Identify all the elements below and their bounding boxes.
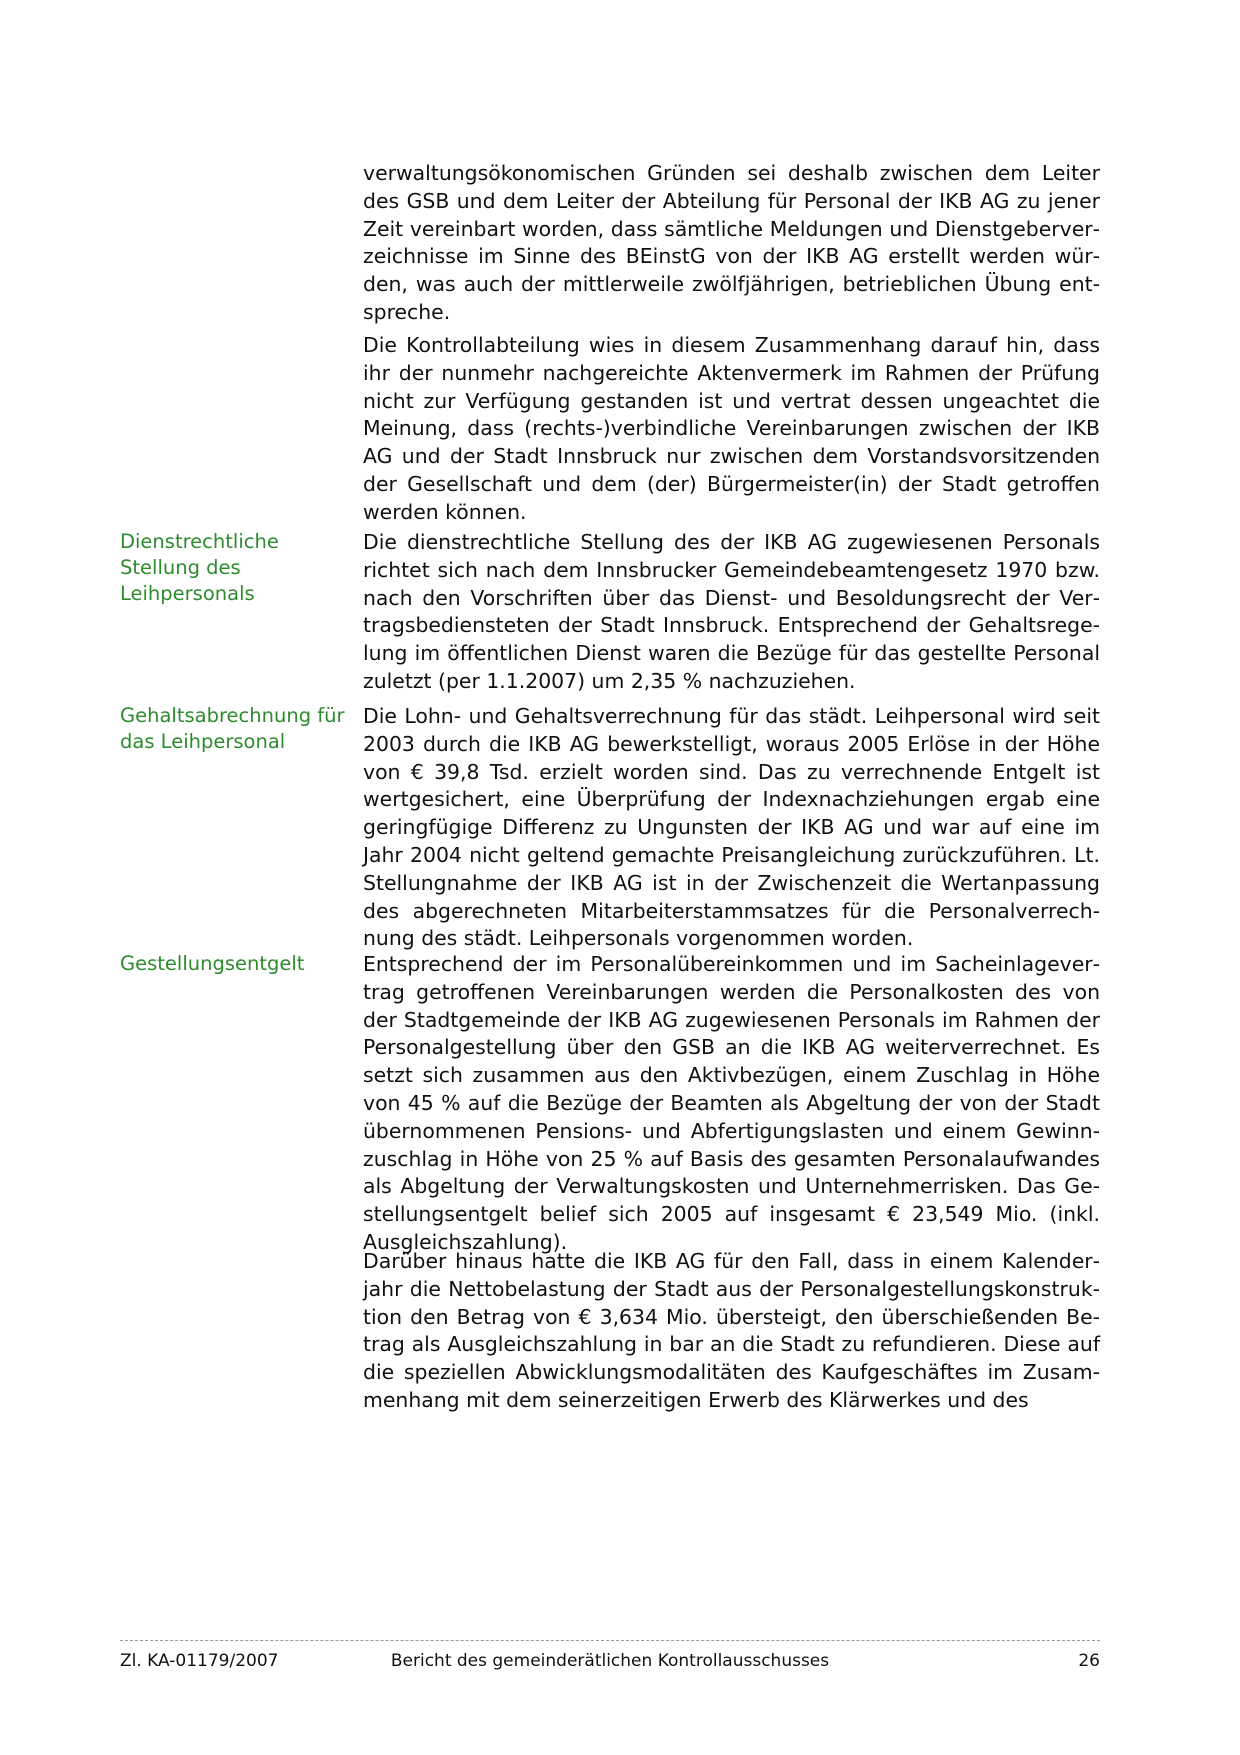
paragraph-text: Entsprechend der im Personalübereinkommen und im Sacheinlagevertrag getroffenen Vereinbarungen werden die Personalkosten des von der Stadtgemeinde der IKB AG zugewiesenen Personals im Rahmen der Personalgestellung über den GSB an die IKB AG weiterverrechnet. Es setzt sich zusammen aus den Aktivbezügen, einem Zuschlag in Höhe von 45 % auf die Bezüge der Beamten als Abgeltung der von der Stadt übernommenen Pensions- und Abfertigungslasten und einem Gewinnzuschlag in Höhe von 25 % auf Basis des gesamten Personalaufwandes als Abgeltung der Verwaltungskosten und Unternehmerrisken. Das Gestellungsentgelt belief sich 2005 auf insgesamt € 23,549 Mio. (inkl. Ausgleichszahlung). <box>363 952 1100 1254</box>
paragraph-text: verwaltungsökonomischen Gründen sei deshalb zwischen dem Leiter des GSB und dem Leiter der Abteilung für Personal der IKB AG zu jener Zeit vereinbart worden, dass sämtliche Meldungen und Dienstgeberverzeichnisse im Sinne des BEinstG von der IKB AG erstellt werden würden, was auch der mittlerweile zwölfjährigen, betrieblichen Übung entspreche. <box>363 161 1100 324</box>
margin-heading: Gehaltsabrechnung für das Leihpersonal <box>120 704 345 753</box>
page-number: 26 <box>1078 1651 1100 1671</box>
footer-divider <box>120 1640 1100 1641</box>
margin-heading: Gestellungsentgelt <box>120 952 305 975</box>
paragraph-text: Die dienstrechtliche Stellung des der IKB AG zugewiesenen Personals richtet sich nach dem Innsbrucker Gemeindebeamtengesetz 1970 bzw. nach den Vorschriften über das Dienst- und Besoldungsrecht der Vertragsbediensteten der Stadt Innsbruck. Entsprechend der Gehaltsregelung im öffentlichen Dienst waren die Bezüge für das gestellte Personal zuletzt (per 1.1.2007) um 2,35 % nachzuziehen. <box>363 530 1100 693</box>
paragraph-text: Die Lohn- und Gehaltsverrechnung für das städt. Leihpersonal wird seit 2003 durch die IKB AG bewerkstelligt, woraus 2005 Erlöse in der Höhe von € 39,8 Tsd. erzielt worden sind. Das zu verrechnende Entgelt ist wertgesichert, eine Überprüfung der Indexnachziehungen ergab eine geringfügige Differenz zu Ungunsten der IKB AG und war auf eine im Jahr 2004 nicht geltend gemachte Preisangleichung zurückzuführen. Lt. Stellungnahme der IKB AG ist in der Zwischenzeit die Wertanpassung des abgerechneten Mitarbeiterstammsatzes für die Personalverrechnung des städt. Leihpersonals vorgenommen worden. <box>363 704 1100 951</box>
paragraph-text: Die Kontrollabteilung wies in diesem Zusammenhang darauf hin, dass ihr der nunmehr nachgereichte Aktenvermerk im Rahmen der Prüfung nicht zur Verfügung gestanden ist und vertrat dessen ungeachtet die Meinung, dass (rechts-)verbindliche Vereinbarungen zwischen der IKB AG und der Stadt Innsbruck nur zwischen dem Vorstandsvorsitzenden der Gesellschaft und dem (der) Bürgermeister(in) der Stadt getroffen werden können. <box>363 333 1100 524</box>
paragraph-text: Darüber hinaus hatte die IKB AG für den Fall, dass in einem Kalenderjahr die Nettobelastung der Stadt aus der Personalgestellungskonstruktion den Betrag von € 3,634 Mio. übersteigt, den überschießenden Betrag als Ausgleichszahlung in bar an die Stadt zu refundieren. Diese auf die speziellen Abwicklungsmodalitäten des Kaufgeschäftes im Zusammenhang mit dem seinerzeitigen Erwerb des Klärwerkes und des <box>363 1249 1100 1412</box>
footer-title: Bericht des gemeinderätlichen Kontrollausschusses <box>390 1651 830 1671</box>
footer-reference: Zl. KA-01179/2007 <box>120 1651 279 1671</box>
margin-heading: Dienstrechtliche Stellung des Leihpersonals <box>120 530 279 605</box>
